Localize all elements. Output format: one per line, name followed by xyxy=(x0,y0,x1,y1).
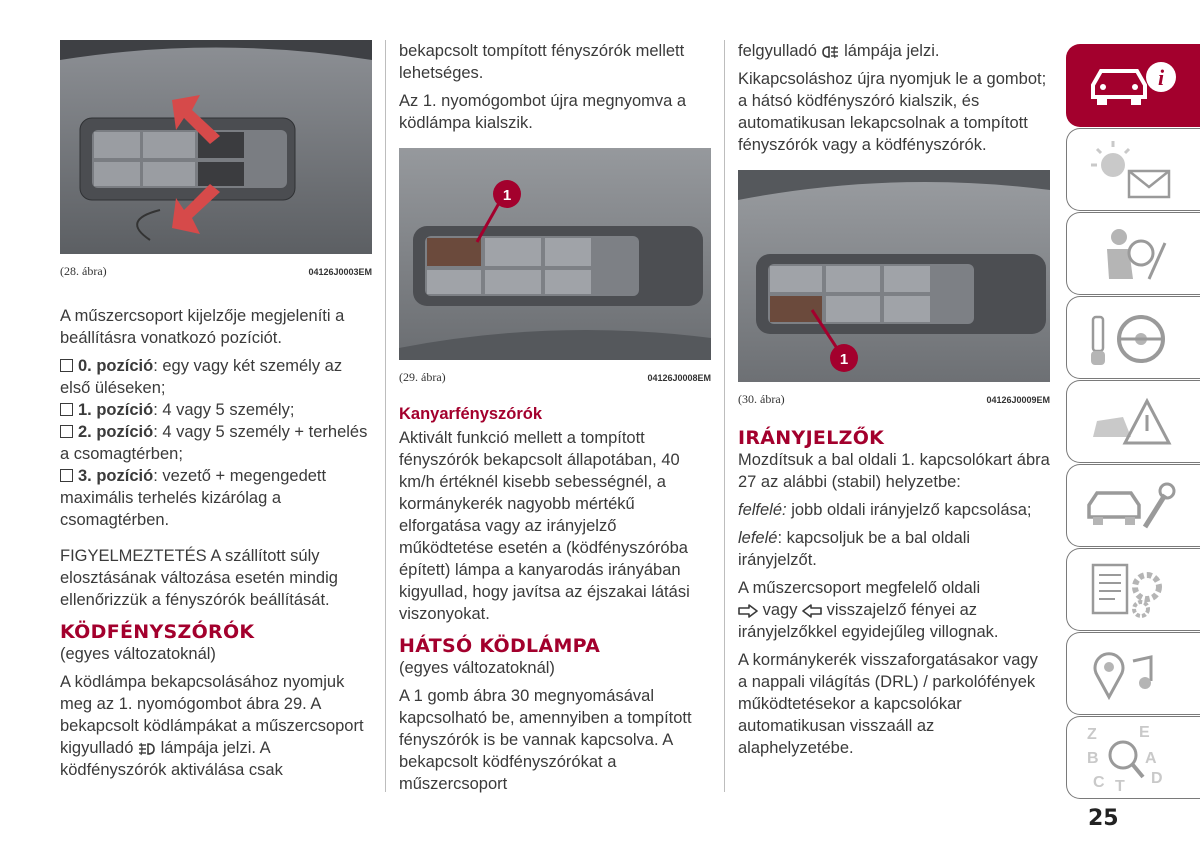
page-number: 25 xyxy=(1088,806,1119,831)
checkbox-bullet-icon xyxy=(60,469,73,482)
car-info-icon xyxy=(1079,51,1189,121)
position-label: 3. pozíció xyxy=(78,467,154,485)
column-divider xyxy=(385,40,386,792)
paragraph: A ködlámpa bekapcsolásához nyomjuk meg az 1. nyomógombot ábra 29. A bekapcsolt ködlámpákat a műszercsoport kigyulladó lámpája jelzi. A ködfényszórók aktiválása csak xyxy=(60,673,364,779)
figure-29-caption-row xyxy=(399,366,711,389)
tab-maintenance[interactable] xyxy=(1066,464,1200,547)
figure-30-photo xyxy=(738,170,1050,382)
headlight-switch-panel-illustration xyxy=(60,40,372,254)
position-list xyxy=(60,355,372,531)
column-2 xyxy=(399,40,711,801)
position-label: 0. pozíció xyxy=(78,357,154,375)
paragraph: felfelé: jobb oldali irányjelző kapcsolása; xyxy=(738,501,1032,519)
callout-number: 1 xyxy=(839,351,849,368)
paragraph: Az 1. nyomógombot újra megnyomva a ködlámpa kialszik. xyxy=(399,92,687,132)
key-steering-wheel-icon xyxy=(1079,303,1189,373)
section-heading-fog-lights: KÖDFÉNYSZÓRÓK xyxy=(60,621,255,643)
paragraph: A műszercsoport megfelelő oldali vagy visszajelző fényei az irányjelzőkkel egyidejűleg villognak. xyxy=(738,579,999,641)
section-heading-turn-signals: IRÁNYJELZŐK xyxy=(738,427,885,449)
rear-fog-button-illustration xyxy=(738,170,1050,382)
figure-code: 04126J0003EM xyxy=(308,267,372,277)
checkbox-bullet-icon xyxy=(60,403,73,416)
figure-code: 04126J0009EM xyxy=(986,395,1050,405)
rear-fog-light-icon xyxy=(821,45,839,59)
position-text: : 4 vagy 5 személy + terhelés a csomagtérben; xyxy=(60,423,368,463)
figure-caption: (30. ábra) xyxy=(738,392,785,406)
figure-caption: (28. ábra) xyxy=(60,264,107,278)
tab-starting-driving[interactable] xyxy=(1066,296,1200,379)
tab-emergency[interactable] xyxy=(1066,380,1200,463)
front-fog-light-icon xyxy=(138,742,156,756)
paragraph: lefelé: kapcsoljuk be a bal oldali irányjelzőt. xyxy=(738,529,971,569)
svg-text:i: i xyxy=(1157,65,1165,90)
index-letter: Z xyxy=(1087,726,1097,743)
alphabetical-index-icon xyxy=(1079,723,1189,793)
index-letter: A xyxy=(1145,750,1157,767)
index-letter: D xyxy=(1151,770,1163,787)
figure-28-photo xyxy=(60,40,372,254)
position-label: 2. pozíció xyxy=(78,423,154,441)
section-subtitle: (egyes változatoknál) xyxy=(60,645,216,663)
paragraph: Aktivált funkció mellett a tompított fényszórók bekapcsolt állapotában, 40 km/h értéknél kisebb sebességnél, a kormánykerék nagyobb mértékű elforgatása vagy az irányjelző működtetése esetén a (ködfényszóróba épített) lámpa a kanyarodás irányában kigyullad, hogy javítsa az éjszakai látási viszonyokat. xyxy=(399,429,690,623)
index-letter: B xyxy=(1087,750,1099,767)
tab-safety[interactable] xyxy=(1066,212,1200,295)
tab-warning-lights[interactable] xyxy=(1066,128,1200,211)
paragraph: felgyulladó lámpája jelzi. xyxy=(738,42,940,60)
section-heading-cornering-lights: Kanyarfényszórók xyxy=(399,405,543,423)
list-item xyxy=(60,399,372,421)
technical-data-gear-icon xyxy=(1079,555,1189,625)
index-letter: C xyxy=(1093,774,1105,791)
paragraph: A kormánykerék visszaforgatásakor vagy a nappali világítás (DRL) / parkolófények működtetésekor a kapcsolókar automatikusan visszaáll az alaphelyzetébe. xyxy=(738,651,1038,757)
position-text: : vezető + megengedett maximális terhelés kizárólag a csomagtérben. xyxy=(60,467,327,529)
position-label: 1. pozíció xyxy=(78,401,154,419)
tab-technical-data[interactable] xyxy=(1066,548,1200,631)
column-3 xyxy=(738,40,1050,765)
warning-paragraph: FIGYELMEZTETÉS A szállított súly elosztásának változása esetén mindig ellenőrizzük a fényszórók beállítását. xyxy=(60,547,338,609)
index-letter: E xyxy=(1139,724,1150,741)
checkbox-bullet-icon xyxy=(60,359,73,372)
figure-code: 04126J0008EM xyxy=(647,373,711,383)
left-turn-arrow-icon xyxy=(802,604,822,618)
column-divider xyxy=(724,40,725,792)
paragraph: Mozdítsuk a bal oldali 1. kapcsolókart ábra 27 az alábbi (stabil) helyzetbe: xyxy=(738,451,1050,491)
section-subtitle: (egyes változatoknál) xyxy=(399,659,555,677)
callout-number: 1 xyxy=(502,187,512,204)
figure-28-caption-row xyxy=(60,260,372,283)
list-item xyxy=(60,465,372,531)
tab-car-info[interactable] xyxy=(1066,44,1200,127)
fog-light-button-illustration xyxy=(399,148,711,360)
figure-30-caption-row xyxy=(738,388,1050,411)
position-text: : 4 vagy 5 személy; xyxy=(153,401,295,419)
tab-multimedia[interactable] xyxy=(1066,632,1200,715)
warning-lights-message-icon xyxy=(1079,135,1189,205)
index-letter: T xyxy=(1115,778,1125,793)
breakdown-triangle-icon xyxy=(1079,387,1189,457)
tab-index[interactable] xyxy=(1066,716,1200,799)
position-text: : egy vagy két személy az első üléseken; xyxy=(60,357,343,397)
paragraph: bekapcsolt tompított fényszórók mellett lehetséges. xyxy=(399,42,685,82)
figure-29-photo xyxy=(399,148,711,360)
paragraph: A 1 gomb ábra 30 megnyomásával kapcsolható be, amennyiben a tompított fényszórók is be vannak kapcsolva. A bekapcsolt ködfényszórókat a műszercsoport xyxy=(399,687,692,793)
column-1 xyxy=(60,40,372,787)
section-heading-rear-fog-light: HÁTSÓ KÖDLÁMPA xyxy=(399,635,601,657)
figure-caption: (29. ábra) xyxy=(399,370,446,384)
car-service-wrench-icon xyxy=(1079,471,1189,541)
right-turn-arrow-icon xyxy=(738,604,758,618)
checkbox-bullet-icon xyxy=(60,425,73,438)
paragraph: Kikapcsoláshoz újra nyomjuk le a gombot; a hátsó ködfényszóró kialszik, és automatikusan lekapcsolnak a tompított fényszórók vagy a ködfényszórók. xyxy=(738,70,1047,154)
multimedia-icon xyxy=(1079,639,1189,709)
airbag-seat-icon xyxy=(1079,219,1189,289)
paragraph: A műszercsoport kijelzője megjeleníti a beállításra vonatkozó pozíciót. xyxy=(60,307,345,347)
list-item xyxy=(60,355,372,399)
list-item xyxy=(60,421,372,465)
